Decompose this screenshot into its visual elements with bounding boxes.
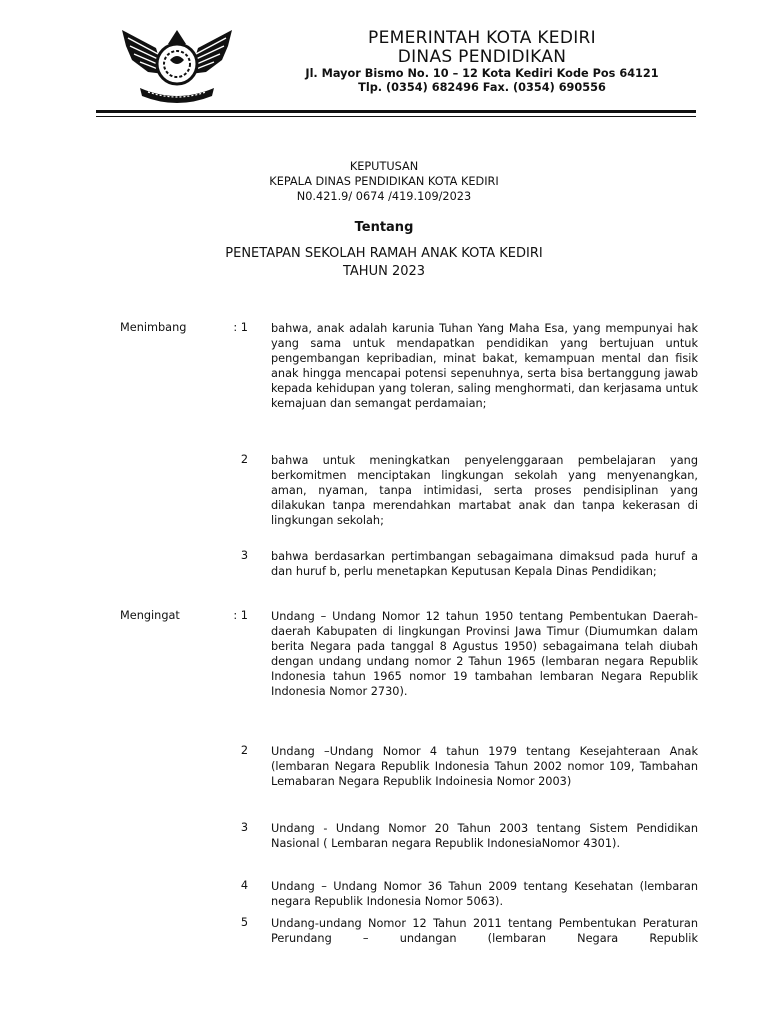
section-label-menimbang: Menimbang xyxy=(120,321,187,334)
letterhead-rule-thick xyxy=(96,110,696,113)
item-number: 5 xyxy=(240,916,248,929)
legal-basis-paragraph: Undang-undang Nomor 12 Tahun 2011 tentang Pembentukan Peraturan Perundang – undangan (lembaran Negara Republik xyxy=(271,917,698,945)
item-number: 3 xyxy=(240,549,248,562)
decree-number: N0.421.9/ 0674 /419.109/2023 xyxy=(296,190,472,203)
letterhead-contact: Tlp. (0354) 682496 Fax. (0354) 690556 xyxy=(358,81,606,94)
decree-year: TAHUN 2023 xyxy=(342,264,426,279)
letterhead-address: Jl. Mayor Bismo No. 10 – 12 Kota Kediri Kode Pos 64121 xyxy=(305,67,659,80)
kediri-emblem-icon xyxy=(118,24,236,104)
letterhead-department: DINAS PENDIDIKAN xyxy=(397,47,567,67)
item-number: 2 xyxy=(240,453,248,466)
item-number: 4 xyxy=(240,879,248,892)
legal-basis-paragraph: Undang – Undang Nomor 12 tahun 1950 tentang Pembentukan Daerah-daerah Kabupaten di lingkungan Provinsi Jawa Timur (Diumumkan dalam berita Negara pada tanggal 8 Agustus 1950) sebagaimana telah diubah dengan undang undang nomor 2 Tahun 1965 (lembaran negara Republik Indonesia tahun 1965 nomor 19 tambahan lembaran Negara Republik Indonesia Nomor 2730). xyxy=(271,610,698,698)
legal-basis-paragraph: Undang - Undang Nomor 20 Tahun 2003 tentang Sistem Pendidikan Nasional ( Lembaran negara Republik IndonesiaNomor 4301). xyxy=(271,822,698,850)
legal-basis-paragraph: Undang –Undang Nomor 4 tahun 1979 tentang Kesejahteraan Anak (lembaran Negara Republik Indonesia Tahun 2002 nomor 109, Tambahan Lemabaran Negara Republik Indoinesia Nomor 2003) xyxy=(271,745,698,788)
item-number: : 1 xyxy=(233,321,248,334)
item-number: 2 xyxy=(240,744,248,757)
letterhead-rule-thin xyxy=(96,116,696,117)
consideration-paragraph: bahwa untuk meningkatkan penyelenggaraan pembelajaran yang berkomitmen menciptakan lingkungan sekolah yang menyenangkan, aman, nyaman, tanpa intimidasi, serta proses pendisiplinan yang dilakukan tanpa merendahkan martabat anak dan tanpa kekerasan di lingkungan sekolah; xyxy=(271,454,698,527)
item-number: 3 xyxy=(240,821,248,834)
letterhead-government: PEMERINTAH KOTA KEDIRI xyxy=(368,28,596,48)
decree-type: KEPUTUSAN xyxy=(349,160,419,173)
legal-basis-paragraph: Undang – Undang Nomor 36 Tahun 2009 tentang Kesehatan (lembaran negara Republik Indonesia Nomor 5063). xyxy=(271,880,698,908)
decree-about: Tentang xyxy=(354,220,414,235)
section-label-mengingat: Mengingat xyxy=(120,609,180,622)
decree-subject: PENETAPAN SEKOLAH RAMAH ANAK KOTA KEDIRI xyxy=(225,246,543,261)
consideration-paragraph: bahwa, anak adalah karunia Tuhan Yang Maha Esa, yang mempunyai hak yang sama untuk mendapatkan pendidikan yang bertujuan untuk pengembangan kepribadian, minat bakat, kemampuan mental dan fisik anak hingga mencapai potensi sepenuhnya, serta bisa bertanggung jawab kepada kehidupan yang toleran, saling menghormati, dan kerjasama untuk kemajuan dan semangat perdamaian; xyxy=(271,322,698,410)
consideration-paragraph: bahwa berdasarkan pertimbangan sebagaimana dimaksud pada huruf a dan huruf b, perlu menetapkan Keputusan Kepala Dinas Pendidikan; xyxy=(271,550,698,578)
item-number: : 1 xyxy=(233,609,248,622)
decree-issuer: KEPALA DINAS PENDIDIKAN KOTA KEDIRI xyxy=(269,175,499,188)
